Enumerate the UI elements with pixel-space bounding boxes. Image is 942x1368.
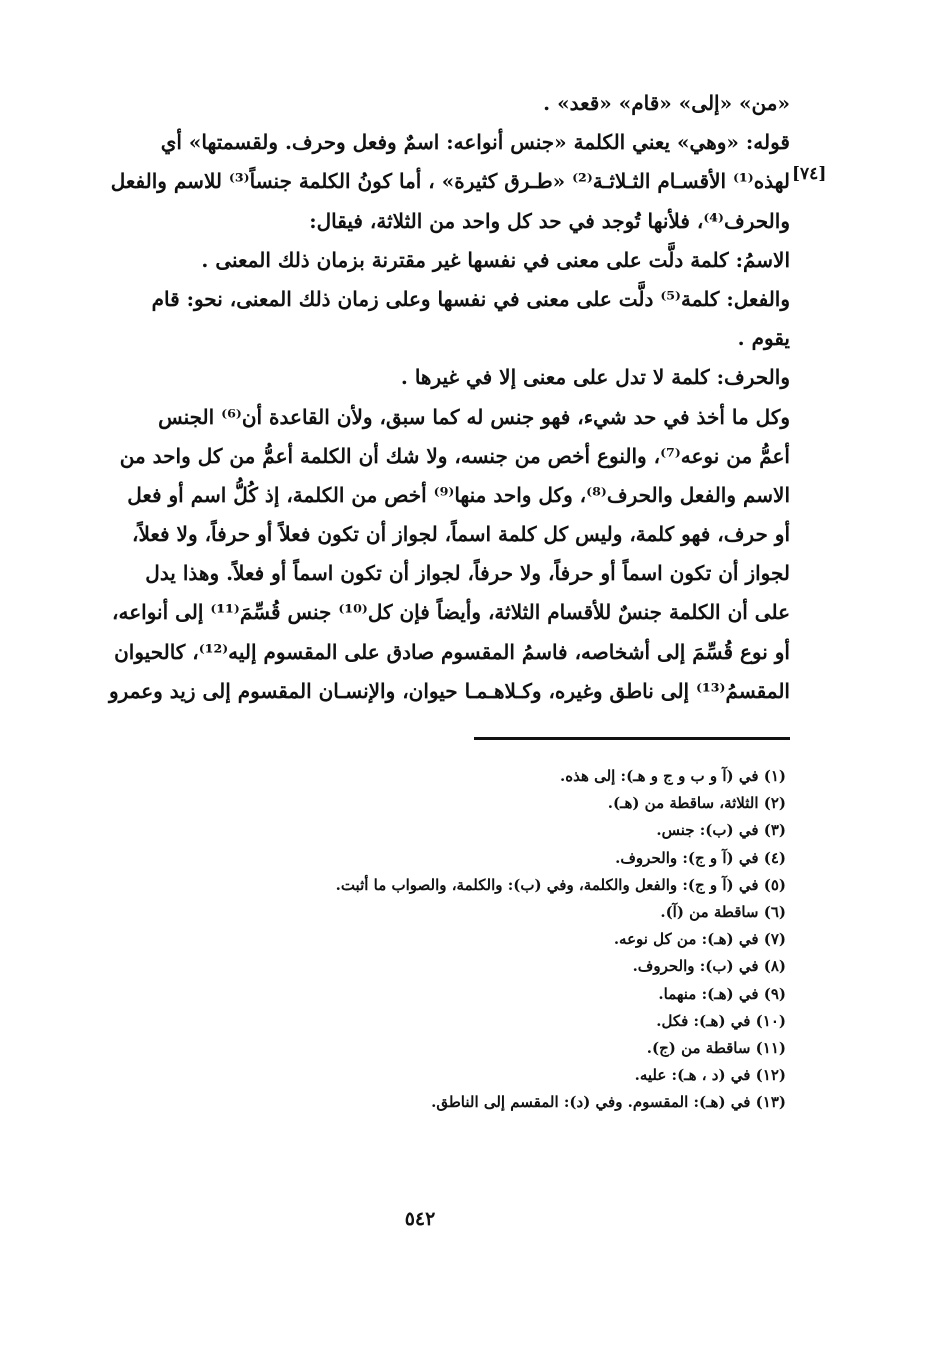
footnote-item: (٣) في (ب): جنس. [656,821,786,840]
footnote-item: (١٣) في (هـ): المقسوم. وفي (د): المقسم إلى الناطق. [431,1093,786,1112]
text-line: وكل ما أخذ في حد شيء، فهو جنس له كما سبق، ولأن القاعدة أن⁽⁶⁾ الجنس [158,404,790,429]
footnote-item: (٦) ساقطة من (آ). [660,903,786,922]
text-line: الاسمُ: كلمة دلَّت على معنى في نفسها غير مقترنة بزمان ذلك المعنى . [201,247,790,272]
page-number: ٥٤٢ [404,1208,436,1230]
text-line: قوله: «وهي» يعني الكلمة «جنس أنواعه: اسمٌ وفعل وحرف. ولقسمتها» أي [160,130,790,155]
text-line: لجواز أن تكون اسماً أو حرفاً، ولا حرفاً، لجواز أن تكون اسماً أو فعلاً. وهذا يدل [145,561,790,586]
text-line: والفعل: كلمة⁽⁵⁾ دلَّت على معنى في نفسها وعلى زمان ذلك المعنى، نحو: قام [151,286,790,311]
footnote-item: (٧) في (هـ): من كل نوعه. [613,930,786,949]
footnote-item: (١) في (آ و ب و ج و هـ): إلى هذه. [559,767,786,785]
footnote-divider [474,737,790,740]
text-line: أو حرف، فهو كلمة، وليس كل كلمة اسماً، لجواز أن تكون فعلاً أو حرفاً، ولا فعلاً، [132,522,790,547]
text-line: الاسم والفعل والحرف⁽⁸⁾، وكل واحد منها⁽⁹⁾ أخص من الكلمة، إذ كُلُّ اسم أو فعل [127,482,790,507]
text-line: يقوم . [737,326,790,351]
text-line: أو نوع قُسِّمَ إلى أشخاصه، فاسمُ المقسوم صادق على المقسوم إليه⁽¹²⁾، كالحيوان [114,639,790,664]
footnotes [166,763,786,1117]
text-line: لهذه⁽¹⁾ الأقسـام الثـلاثـة⁽²⁾ «طـرق كثيرة» ، أما كونُ الكلمة جنساً⁽³⁾ للاسم والفعل [110,169,790,194]
text-line: والحرف: كلمة لا تدل على معنى إلا في غيرها . [400,365,790,390]
footnote-item: (٨) في (ب): والحروف. [632,957,786,976]
footnote-item: (٤) في (آ و ج): والحروف. [615,848,786,867]
footnote-item: (٥) في (آ و ج): والفعل والكلمة، وفي (ب): والكلمة، والصواب ما أثبت. [335,875,786,894]
footnote-item: (١٠) في (هـ): فكل. [656,1011,786,1030]
footnote-item: (١١) ساقطة من (ج). [646,1039,786,1058]
footnote-item: (٢) الثلاثة، ساقطة من (هـ). [607,794,786,813]
text-line: والحرف⁽⁴⁾، فلأنها تُوجد في حد كل واحد من الثلاثة، فيقال: [309,208,790,233]
text-line: المقسمُ⁽¹³⁾ إلى ناطق وغيره، وكـلاهـمـا حيوان، والإنسـان المقسوم إلى زيد وعمرو [108,678,790,703]
text-line: على أن الكلمة جنسٌ للأقسام الثلاثة، وأيضاً فإن كل⁽¹⁰⁾ جنس قُسِّمَ⁽¹¹⁾ إلى أنواعه، [112,600,790,625]
text-line: أعمُّ من نوعه⁽⁷⁾، والنوع أخص من جنسه، ولا شك أن الكلمة أعمُّ من كل واحد من [119,443,790,468]
main-text-block [72,84,790,711]
footnote-item: (١٢) في (د ، هـ): عليه. [634,1066,786,1085]
footnote-item: (٩) في (هـ): منهما. [658,984,786,1003]
margin-page-reference: [٧٤] [792,164,827,184]
text-line: «من» «إلى» «قام» «قعد» . [543,91,790,115]
